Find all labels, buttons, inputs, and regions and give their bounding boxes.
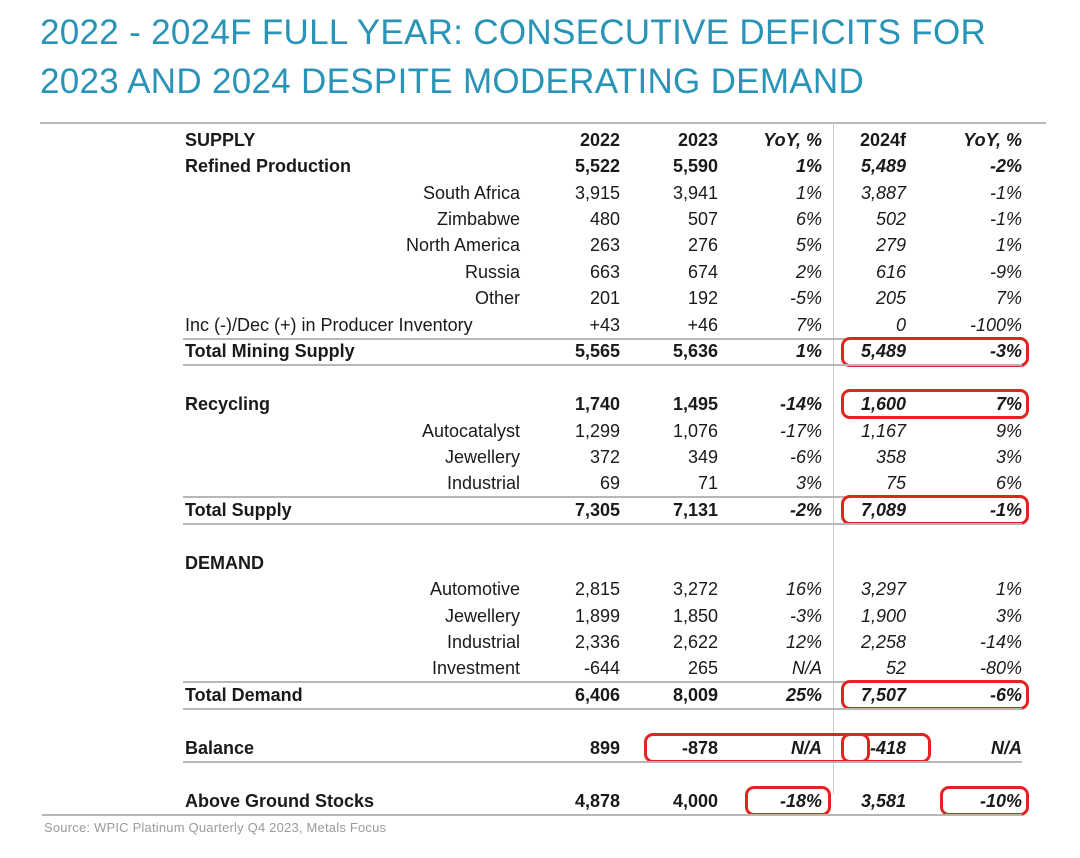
cell-2024f: 1,600: [860, 394, 906, 415]
cell-2024f: 3,887: [860, 182, 906, 203]
cell-2023: 3,272: [672, 579, 718, 600]
cell-yoy-2023: 6%: [795, 209, 822, 230]
cell-2023: 1,495: [672, 394, 718, 415]
table-row: [40, 682, 1046, 708]
cell-2024f: 205: [875, 288, 906, 309]
cell-yoy-2023: N/A: [791, 737, 822, 758]
cell-yoy-2023: YoY, %: [763, 129, 822, 150]
cell-2022: 5,522: [574, 156, 620, 177]
cell-yoy-2024f: 6%: [995, 473, 1022, 494]
table-row: [40, 286, 1046, 312]
table-spacer-row: [40, 709, 1046, 735]
table-row: [40, 444, 1046, 470]
table-row: [40, 550, 1046, 576]
cell-2022: 1,299: [574, 420, 620, 441]
cell-2022: 2022: [579, 129, 620, 150]
cell-yoy-2024f: 3%: [995, 605, 1022, 626]
table-row: [40, 206, 1046, 232]
cell-yoy-2023: 2%: [795, 261, 822, 282]
table-row: [40, 259, 1046, 285]
cell-2022: 7,305: [574, 499, 620, 520]
row-label: Zimbabwe: [436, 209, 520, 230]
cell-yoy-2023: 1%: [795, 341, 822, 362]
cell-2023: 192: [687, 288, 718, 309]
table-spacer-row: [40, 762, 1046, 788]
cell-2023: -878: [681, 737, 718, 758]
cell-2022: 263: [589, 235, 620, 256]
cell-2023: 2023: [677, 129, 718, 150]
cell-2024f: 616: [875, 261, 906, 282]
row-label: Refined Production: [185, 156, 351, 177]
cell-yoy-2023: 1%: [795, 182, 822, 203]
cell-yoy-2024f: -14%: [979, 632, 1022, 653]
cell-2024f: 2,258: [860, 632, 906, 653]
row-label: Industrial: [446, 473, 520, 494]
cell-2024f: 52: [885, 658, 906, 679]
table-row: [40, 497, 1046, 523]
cell-2023: 5,590: [672, 156, 718, 177]
cell-2023: 2,622: [672, 632, 718, 653]
cell-yoy-2023: N/A: [791, 658, 822, 679]
row-label: Russia: [464, 261, 520, 282]
cell-2022: 69: [599, 473, 620, 494]
row-label: Above Ground Stocks: [185, 790, 375, 811]
cell-2023: 276: [687, 235, 718, 256]
cell-yoy-2023: 16%: [785, 579, 822, 600]
cell-yoy-2024f: -3%: [989, 341, 1022, 362]
page-title: [40, 8, 1050, 106]
cell-2022: 1,740: [574, 394, 620, 415]
row-label: Investment: [431, 658, 520, 679]
cell-2022: 663: [589, 261, 620, 282]
cell-2023: 4,000: [672, 790, 718, 811]
table-row: [40, 735, 1046, 761]
source-note: Source: WPIC Platinum Quarterly Q4 2023, Metals Focus: [44, 820, 387, 835]
table-row: [40, 153, 1046, 179]
row-label: North America: [405, 235, 520, 256]
cell-2024f: 2024f: [859, 129, 906, 150]
cell-2024f: -418: [869, 737, 906, 758]
cell-yoy-2023: 25%: [785, 684, 822, 705]
cell-yoy-2024f: -6%: [989, 684, 1022, 705]
row-label: Other: [474, 288, 520, 309]
cell-yoy-2023: 12%: [785, 632, 822, 653]
cell-yoy-2023: 5%: [795, 235, 822, 256]
cell-2022: 480: [589, 209, 620, 230]
cell-yoy-2024f: -2%: [989, 156, 1022, 177]
row-label: Inc (-)/Dec (+) in Producer Inventory: [185, 314, 473, 335]
cell-2023: 3,941: [672, 182, 718, 203]
table-row: [40, 339, 1046, 365]
cell-2023: 1,850: [672, 605, 718, 626]
cell-2024f: 5,489: [860, 156, 906, 177]
cell-2023: 8,009: [672, 684, 718, 705]
cell-2023: 1,076: [672, 420, 718, 441]
cell-2022: +43: [589, 314, 620, 335]
cell-2024f: 75: [885, 473, 906, 494]
cell-2022: 5,565: [574, 341, 620, 362]
cell-yoy-2023: -17%: [779, 420, 822, 441]
cell-yoy-2024f: -100%: [969, 314, 1022, 335]
table-row: [40, 629, 1046, 655]
row-label: Jewellery: [444, 446, 520, 467]
cell-yoy-2023: -14%: [779, 394, 822, 415]
cell-yoy-2024f: 1%: [995, 235, 1022, 256]
cell-yoy-2024f: -80%: [979, 658, 1022, 679]
cell-yoy-2024f: 9%: [995, 420, 1022, 441]
cell-2022: 201: [589, 288, 620, 309]
cell-2022: 2,815: [574, 579, 620, 600]
cell-yoy-2023: -5%: [789, 288, 822, 309]
cell-yoy-2024f: -9%: [989, 261, 1022, 282]
page-title-line1: 2022 - 2024F FULL YEAR: CONSECUTIVE DEFICITS FOR: [40, 13, 987, 52]
cell-2024f: 3,297: [860, 579, 906, 600]
row-label: Total Supply: [185, 499, 292, 520]
cell-2024f: 5,489: [860, 341, 906, 362]
cell-2022: 372: [589, 446, 620, 467]
table-spacer-row: [40, 524, 1046, 550]
row-label: Balance: [185, 737, 255, 758]
cell-yoy-2024f: 7%: [995, 394, 1022, 415]
row-label: Industrial: [446, 632, 520, 653]
cell-yoy-2023: 1%: [795, 156, 822, 177]
row-label: Jewellery: [444, 605, 520, 626]
cell-2022: 4,878: [574, 790, 620, 811]
cell-2024f: 3,581: [860, 790, 906, 811]
cell-2023: 71: [697, 473, 718, 494]
cell-yoy-2023: 7%: [795, 314, 822, 335]
table-row: [40, 180, 1046, 206]
cell-2022: 3,915: [574, 182, 620, 203]
row-label: DEMAND: [185, 552, 264, 573]
cell-2022: 2,336: [574, 632, 620, 653]
cell-2022: -644: [583, 658, 620, 679]
row-label: Total Demand: [185, 684, 303, 705]
cell-yoy-2024f: -1%: [989, 182, 1022, 203]
cell-yoy-2024f: N/A: [991, 737, 1022, 758]
row-label: Total Mining Supply: [185, 341, 355, 362]
table-row: [40, 418, 1046, 444]
cell-2024f: 279: [875, 235, 906, 256]
cell-yoy-2023: 3%: [795, 473, 822, 494]
supply-demand-table: [40, 122, 1046, 814]
table-row: [40, 603, 1046, 629]
table-row: [40, 233, 1046, 259]
cell-2024f: 502: [875, 209, 906, 230]
cell-2024f: 1,900: [860, 605, 906, 626]
row-label: Automotive: [429, 579, 520, 600]
cell-2024f: 7,089: [860, 499, 906, 520]
cell-2023: 507: [687, 209, 718, 230]
row-label: South Africa: [422, 182, 520, 203]
cell-2023: +46: [687, 314, 718, 335]
table-row: [40, 471, 1046, 497]
cell-2022: 6,406: [574, 684, 620, 705]
row-label: Recycling: [185, 394, 271, 415]
cell-2024f: 7,507: [860, 684, 906, 705]
cell-yoy-2024f: 3%: [995, 446, 1022, 467]
cell-yoy-2024f: 1%: [995, 579, 1022, 600]
cell-yoy-2023: -2%: [789, 499, 822, 520]
cell-yoy-2024f: YoY, %: [963, 129, 1022, 150]
cell-yoy-2023: -18%: [779, 790, 822, 811]
cell-2024f: 0: [895, 314, 906, 335]
cell-yoy-2024f: -10%: [979, 790, 1022, 811]
table-body: [40, 127, 1046, 814]
cell-2023: 674: [687, 261, 718, 282]
table-row: [40, 312, 1046, 338]
table-header-row: [40, 127, 1046, 153]
cell-2022: 899: [589, 737, 620, 758]
cell-2023: 265: [687, 658, 718, 679]
cell-2024f: 1,167: [860, 420, 906, 441]
cell-yoy-2023: -6%: [789, 446, 822, 467]
table-row: [40, 788, 1046, 814]
cell-2024f: 358: [875, 446, 906, 467]
cell-2022: 1,899: [574, 605, 620, 626]
cell-yoy-2024f: 7%: [995, 288, 1022, 309]
cell-yoy-2024f: -1%: [989, 209, 1022, 230]
page-title-line2: 2023 AND 2024 DESPITE MODERATING DEMAND: [40, 62, 865, 101]
cell-2023: 7,131: [672, 499, 718, 520]
cell-yoy-2024f: -1%: [989, 499, 1022, 520]
table-row: [40, 656, 1046, 682]
table-row: [40, 576, 1046, 602]
row-label: Autocatalyst: [421, 420, 520, 441]
row-label: SUPPLY: [185, 129, 256, 150]
cell-2023: 5,636: [672, 341, 718, 362]
cell-2023: 349: [687, 446, 718, 467]
table-row: [40, 391, 1046, 417]
table-spacer-row: [40, 365, 1046, 391]
cell-yoy-2023: -3%: [789, 605, 822, 626]
